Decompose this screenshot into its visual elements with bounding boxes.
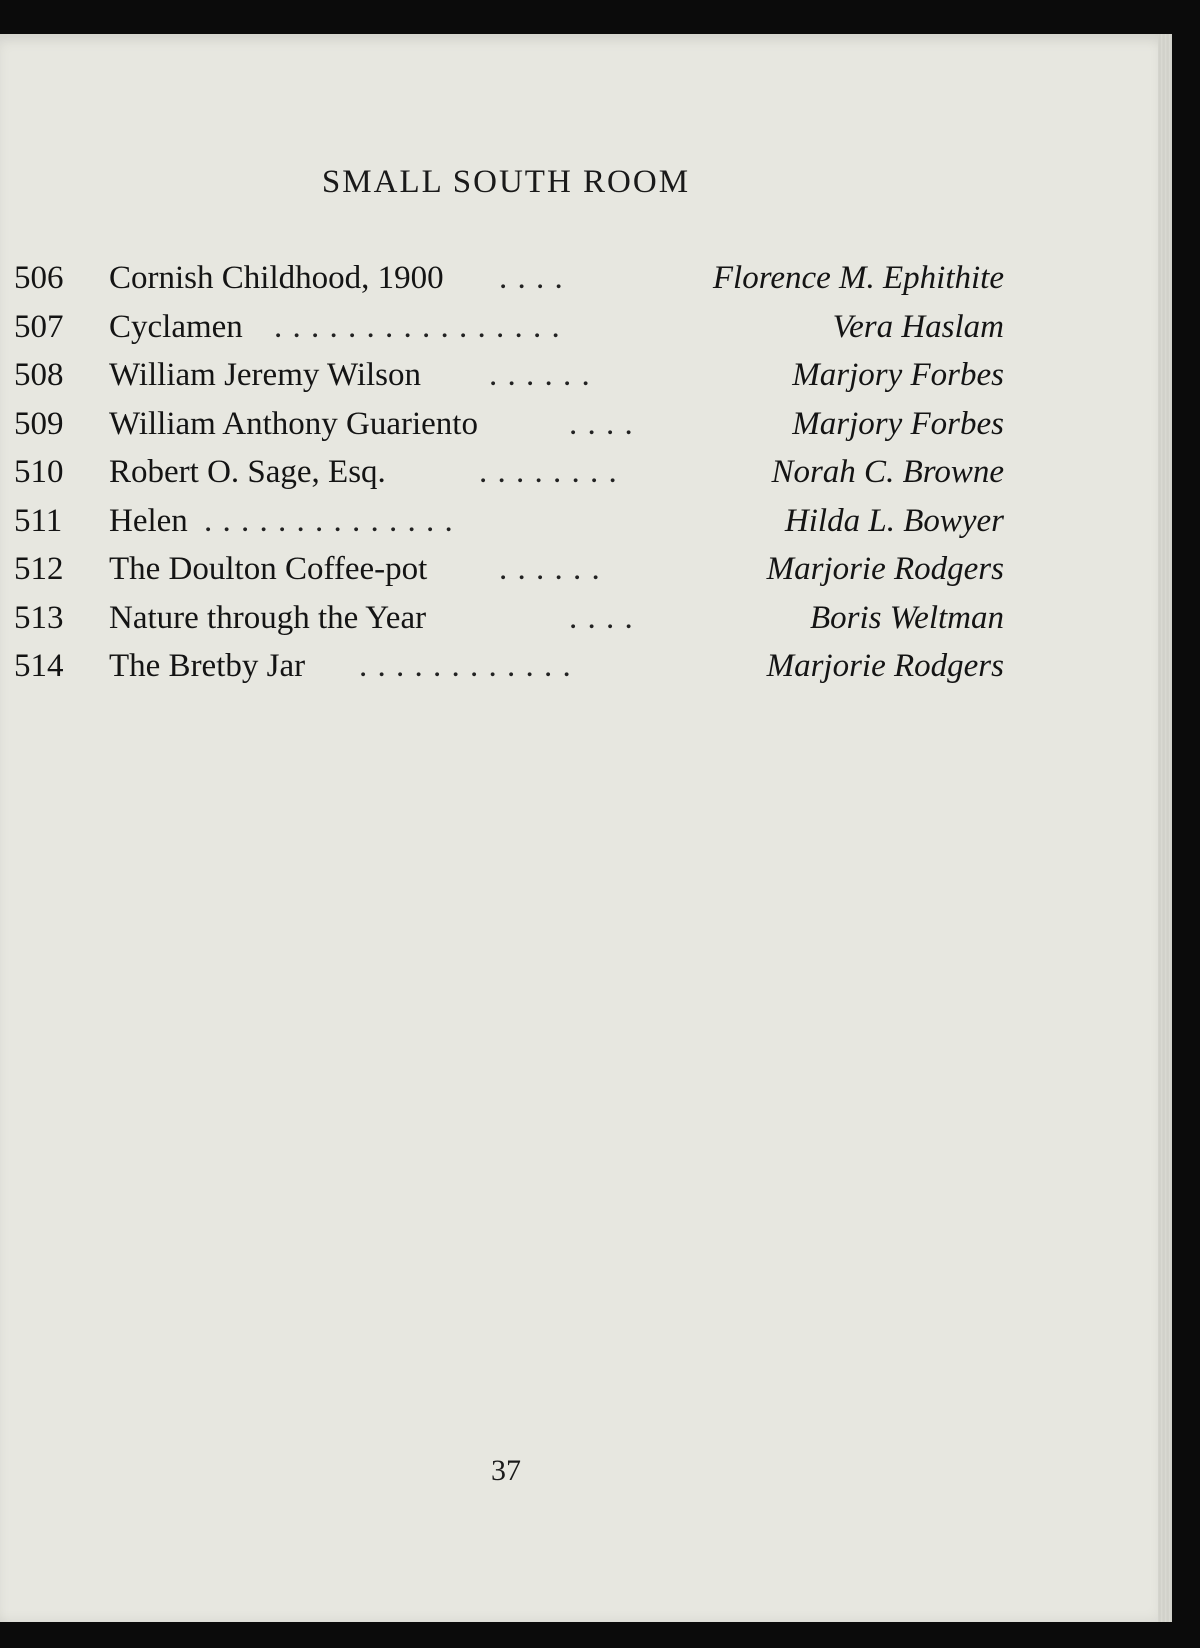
dot-leader: . . . .	[499, 260, 564, 296]
dot-leader: . . . . . . . . . . . .	[359, 648, 572, 684]
entry-title: William Jeremy Wilson	[109, 357, 422, 393]
entry-artist: Marjory Forbes	[792, 405, 1004, 442]
page-edge	[1158, 34, 1172, 1622]
page-number: 37	[491, 1454, 521, 1487]
entry-title: Cornish Childhood, 1900	[109, 260, 444, 296]
entry-artist: Florence M. Ephithite	[712, 260, 1004, 296]
entry-title: The Bretby Jar	[109, 648, 306, 684]
entry-title: The Doulton Coffee-pot	[109, 551, 428, 587]
entry-number: 510	[14, 454, 64, 490]
catalogue-entry	[14, 497, 1004, 546]
entry-number: 506	[14, 260, 64, 296]
entry-title: William Anthony Guariento	[109, 405, 478, 442]
dot-leader: . . . . . .	[499, 551, 601, 587]
entry-artist: Boris Weltman	[809, 599, 1004, 636]
dot-leader: . . . .	[569, 599, 634, 636]
entry-title: Helen	[109, 502, 188, 539]
catalogue-entry	[14, 254, 1004, 303]
entry-artist: Vera Haslam	[832, 308, 1004, 345]
entry-artist: Norah C. Browne	[771, 454, 1004, 490]
catalogue-list	[14, 254, 1004, 691]
page-heading: SMALL SOUTH ROOM	[321, 164, 691, 200]
catalogue-entry	[14, 400, 1004, 449]
entry-number: 514	[14, 648, 64, 684]
entry-number: 507	[14, 308, 64, 345]
dot-leader: . . . . . .	[489, 357, 591, 393]
entry-number: 511	[14, 502, 63, 539]
book-page	[0, 34, 1172, 1622]
entry-artist: Marjorie Rodgers	[766, 648, 1004, 684]
entry-artist: Marjory Forbes	[792, 357, 1004, 393]
dot-leader: . . . .	[569, 405, 634, 442]
catalogue-entry	[14, 303, 1004, 352]
catalogue-entry	[14, 448, 1004, 497]
entry-artist: Hilda L. Bowyer	[784, 502, 1004, 539]
dot-leader: . . . . . . . .	[479, 454, 618, 490]
entry-number: 509	[14, 405, 64, 442]
dot-leader: . . . . . . . . . . . . . . . .	[274, 308, 561, 345]
entry-number: 513	[14, 599, 64, 636]
entry-title: Robert O. Sage, Esq.	[109, 454, 386, 490]
catalogue-entry	[14, 545, 1004, 594]
entry-number: 508	[14, 357, 64, 393]
entry-number: 512	[14, 551, 64, 587]
entry-artist: Marjorie Rodgers	[766, 551, 1004, 587]
entry-title: Nature through the Year	[109, 599, 427, 636]
dot-leader: . . . . . . . . . . . . . .	[204, 502, 454, 539]
entry-title: Cyclamen	[109, 308, 243, 345]
catalogue-entry	[14, 642, 1004, 691]
catalogue-entry	[14, 351, 1004, 400]
catalogue-entry	[14, 594, 1004, 643]
